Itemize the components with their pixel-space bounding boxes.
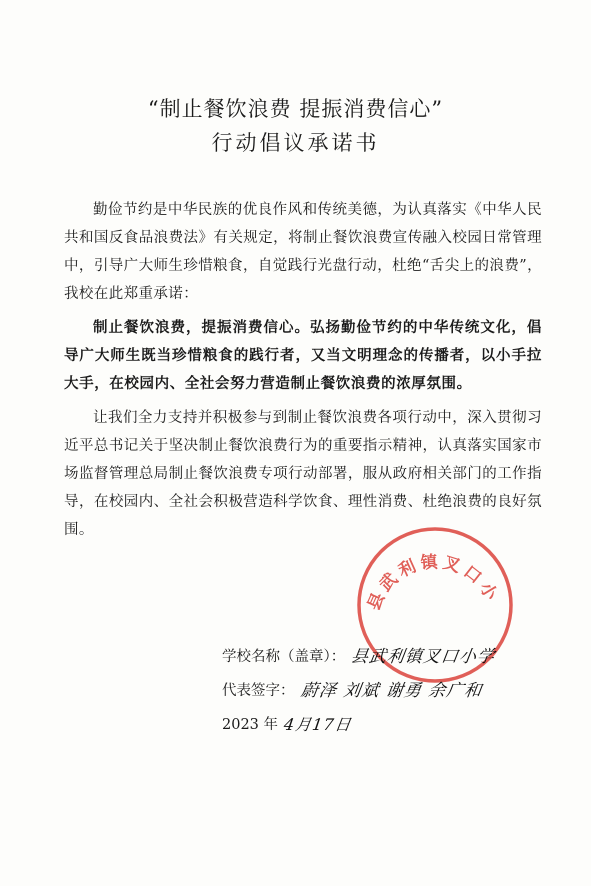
paragraph-call-to-action: 让我们全力支持并积极参与到制止餐饮浪费各项行动中，深入贯彻习近平总书记关于坚决制止餐饮浪费行为的重要指示精神，认真落实国家市场监督管理总局制止餐饮浪费专项行动部署，服从政府相关部门的工作指导，在校园内、全社会积极营造科学饮食、理性消费、杜绝浪费的良好氛围。 <box>64 410 542 538</box>
paragraph-pledge: 制止餐饮浪费，提振消费信心。弘扬勤俭节约的中华传统文化，倡导广大师生既当珍惜粮食的践行者，又当文明理念的传播者，以小手拉大手，在校园内、全社会努力营造制止餐饮浪费的浓厚氛围。 <box>64 320 542 392</box>
title-line-2: 行动倡议承诺书 <box>211 131 380 155</box>
representative-signatures: 蔚泽 刘斌 谢勇 余广和 <box>299 681 484 701</box>
school-name-label: 学校名称（盖章）： <box>222 649 346 665</box>
body-block <box>64 196 542 544</box>
signature-block <box>222 640 572 742</box>
date-handwritten: 4月17日 <box>282 715 353 734</box>
school-name-row <box>222 640 572 674</box>
paragraph-intro: 勤俭节约是中华民族的优良作风和传统美德，为认真落实《中华人民共和国反食品浪费法》有关规定，将制止餐饮浪费宣传融入校园日常管理中，引导广大师生珍惜粮食，自觉践行光盘行动，杜绝“舌尖上的浪费”，我校在此郑重承诺： <box>64 202 542 302</box>
title-line-1: “制止餐饮浪费 提振消费信心” <box>147 97 444 121</box>
date-printed: 2023 年 <box>222 717 279 733</box>
representative-row <box>222 674 572 708</box>
title-block <box>0 92 591 160</box>
stamp-text: 县武利镇叉口小 <box>364 552 503 614</box>
representative-label: 代表签字： <box>222 683 295 699</box>
date-row <box>222 708 572 742</box>
school-name-handwritten: 县武利镇叉口小学 <box>349 647 497 667</box>
